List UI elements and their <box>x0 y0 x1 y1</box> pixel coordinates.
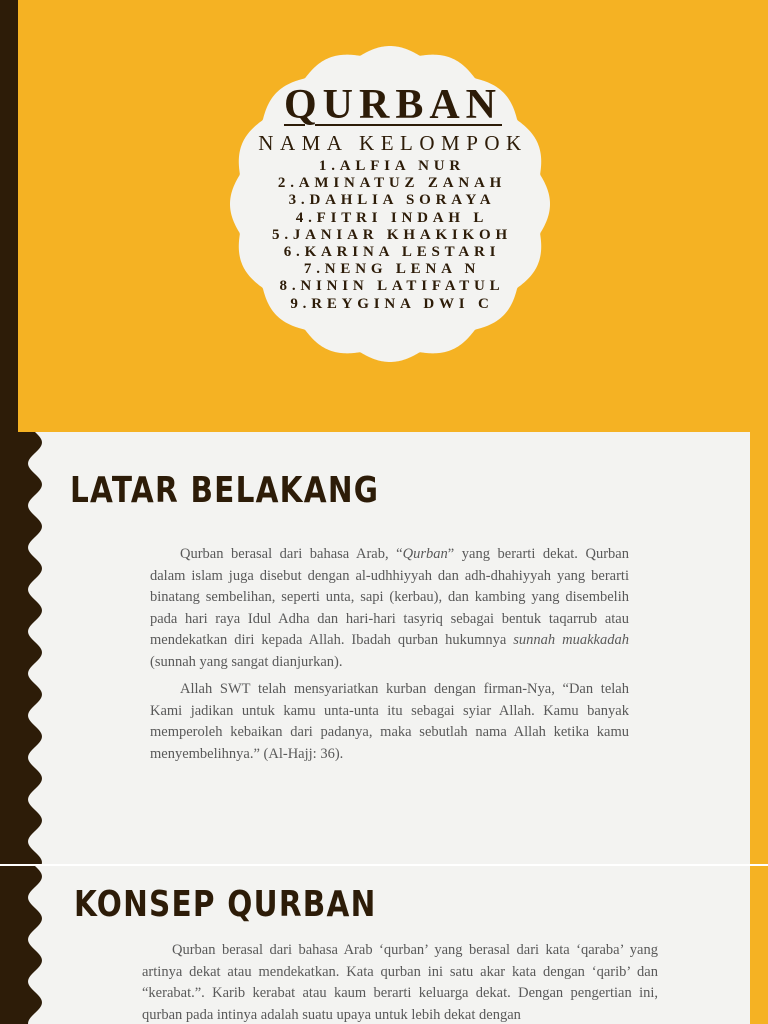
member-list <box>223 158 557 313</box>
title-slide <box>0 0 768 432</box>
paragraph: Qurban berasal dari bahasa Arab ‘qurban’ yang berasal dari kata ‘qaraba’ yang artinya dekat atau mendekatkan. Kata qurban ini satu akar kata dengan ‘qarib’ dan “kerabat.”. Karib kerabat atau kaum berarti keluarga dekat. Dengan pengertian ini, qurban pada intinya adalah suatu upaya untuk lebih dekat dengan <box>142 942 658 1023</box>
slide-title: QURBAN <box>283 82 502 128</box>
group-label: NAMA KELOMPOK <box>258 131 528 155</box>
badge-content <box>223 80 557 313</box>
member-item: 8.NININ LATIFATUL <box>279 278 505 295</box>
paragraph <box>150 544 629 673</box>
section-heading: LATAR BELAKANG <box>70 470 380 511</box>
text-run: ” yang berarti dekat. Qurban dalam islam juga disebut dengan al-udhhiyyah dan adh-dhahiyyah yang berarti binatang sembelihan, seperti unta, sapi (kerbau), dan kambing yang disembelih pada hari raya Idul Adha dan hari-hari tasyriq sebagai bentuk taqarrub atau mendekatkan diri kepada Allah. Ibadah qurban hukumnya <box>150 546 629 648</box>
member-item: 3.DAHLIA SORAYA <box>288 192 496 209</box>
member-item: 7.NENG LENA N <box>303 261 481 278</box>
background-slide <box>0 432 768 864</box>
member-item: 6.KARINA LESTARI <box>283 244 501 261</box>
member-item: 5.JANIAR KHAKIKOH <box>272 226 512 243</box>
wavy-left-border <box>0 866 46 1024</box>
text-run: Qurban berasal dari bahasa Arab, “ <box>180 546 403 562</box>
text-run: (sunnah yang sangat dianjurkan). <box>150 653 343 670</box>
section-heading: KONSEP QURBAN <box>74 884 377 925</box>
left-accent-bar <box>0 0 18 432</box>
body-text <box>150 544 629 771</box>
wavy-left-border <box>0 432 46 864</box>
member-item: 1.ALFIA NUR <box>318 158 466 174</box>
paragraph: Allah SWT telah mensyariatkan kurban dengan firman-Nya, “Dan telah Kami jadikan untuk kamu unta-unta itu sebagai syiar Allah. Kamu banyak memperoleh kebaikan dari padanya, maka sebutlah nama Allah ketika kamu menyembelihnya.” (Al-Hajj: 36). <box>150 681 629 762</box>
right-accent-strip <box>750 866 768 1024</box>
member-item: 2.AMINATUZ ZANAH <box>277 175 507 192</box>
member-item: 9.REYGINA DWI C <box>290 295 494 312</box>
member-item: 4.FITRI INDAH L <box>295 209 489 226</box>
concept-slide <box>0 866 768 1024</box>
italic-term: Qurban <box>402 546 448 562</box>
body-text <box>142 940 658 1024</box>
italic-term: sunnah muakkadah <box>513 632 629 648</box>
right-accent-strip <box>750 432 768 864</box>
